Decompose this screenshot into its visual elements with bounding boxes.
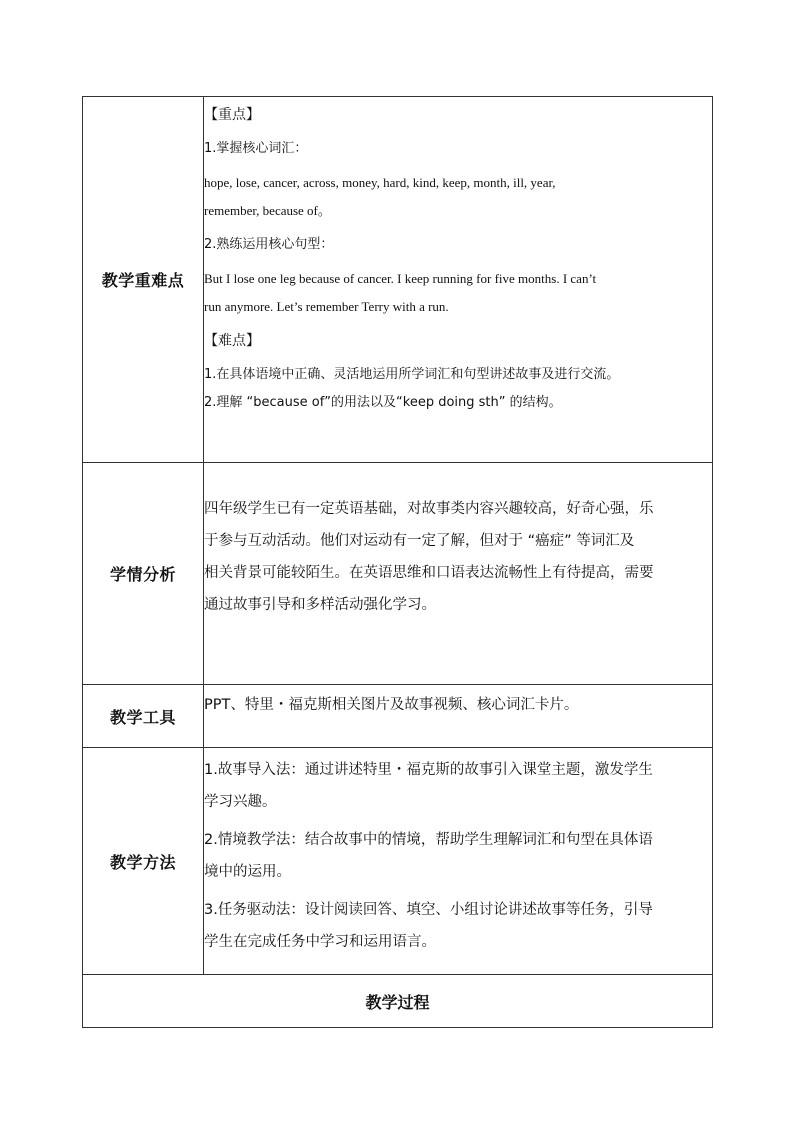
table-row-teaching-tools	[83, 685, 713, 748]
sentence-line-1: But I lose one leg because of cancer. I keep running for five months. I can’t	[204, 271, 597, 286]
difficult-item-2: 2.理解 “because of”的用法以及“keep doing sth” 的结构。	[204, 395, 562, 410]
analysis-line-1: 四年级学生已有一定英语基础，对故事类内容兴趣较高，好奇心强，乐	[204, 501, 654, 517]
method-3-line-2: 学生在完成任务中学习和运用语言。	[204, 934, 436, 950]
method-task-driven	[204, 894, 712, 958]
analysis-line-2: 于参与互动活动。他们对运动有一定了解，但对于 “癌症” 等词汇及	[204, 533, 635, 549]
method-1-line-2: 学习兴趣。	[204, 794, 277, 810]
row-label-student-analysis: 学情分析	[83, 463, 204, 685]
vocab-line-1: hope, lose, cancer, across, money, hard, kind, keep, month, ill, year,	[204, 175, 556, 190]
table-row-student-analysis	[83, 463, 713, 685]
vocab-line-2: remember, because of。	[204, 203, 331, 218]
method-3-line-1: 3.任务驱动法：设计阅读回答、填空、小组讨论讲述故事等任务，引导	[204, 902, 653, 918]
teaching-tools-content	[204, 685, 713, 748]
method-2-line-2: 境中的运用。	[204, 864, 291, 880]
method-1-line-1: 1.故事导入法：通过讲述特里・福克斯的故事引入课堂主题，激发学生	[204, 762, 653, 778]
key-points-heading: 【重点】	[204, 107, 260, 123]
analysis-line-3: 相关背景可能较陌生。在英语思维和口语表达流畅性上有待提高，需要	[204, 565, 654, 581]
teaching-process-heading: 教学过程	[83, 975, 713, 1028]
row-label-key-difficult: 教学重难点	[83, 97, 204, 463]
method-2-line-1: 2.情境教学法：结合故事中的情境，帮助学生理解词汇和句型在具体语	[204, 832, 653, 848]
table-row-key-difficult	[83, 97, 713, 463]
student-analysis-content	[204, 463, 713, 685]
row-label-teaching-methods: 教学方法	[83, 748, 204, 975]
table-row-teaching-methods	[83, 748, 713, 975]
sentence-line-2: run anymore. Let’s remember Terry with a run.	[204, 299, 449, 314]
key-item-vocab: 1.掌握核心词汇：	[204, 141, 308, 156]
lesson-plan-table	[82, 96, 713, 1028]
row-label-teaching-tools: 教学工具	[83, 685, 204, 748]
difficult-points-heading: 【难点】	[204, 333, 260, 349]
key-difficult-content	[204, 97, 713, 463]
difficult-item-1: 1.在具体语境中正确、灵活地运用所学词汇和句型讲述故事及进行交流。	[204, 367, 620, 382]
key-item-sentences: 2.熟练运用核心句型：	[204, 237, 334, 252]
analysis-line-4: 通过故事引导和多样活动强化学习。	[204, 597, 436, 613]
method-situational	[204, 824, 712, 888]
method-story-intro	[204, 754, 712, 818]
tools-text: PPT、特里・福克斯相关图片及故事视频、核心词汇卡片。	[204, 697, 579, 713]
teaching-methods-content	[204, 748, 713, 975]
table-row-teaching-process	[83, 975, 713, 1028]
